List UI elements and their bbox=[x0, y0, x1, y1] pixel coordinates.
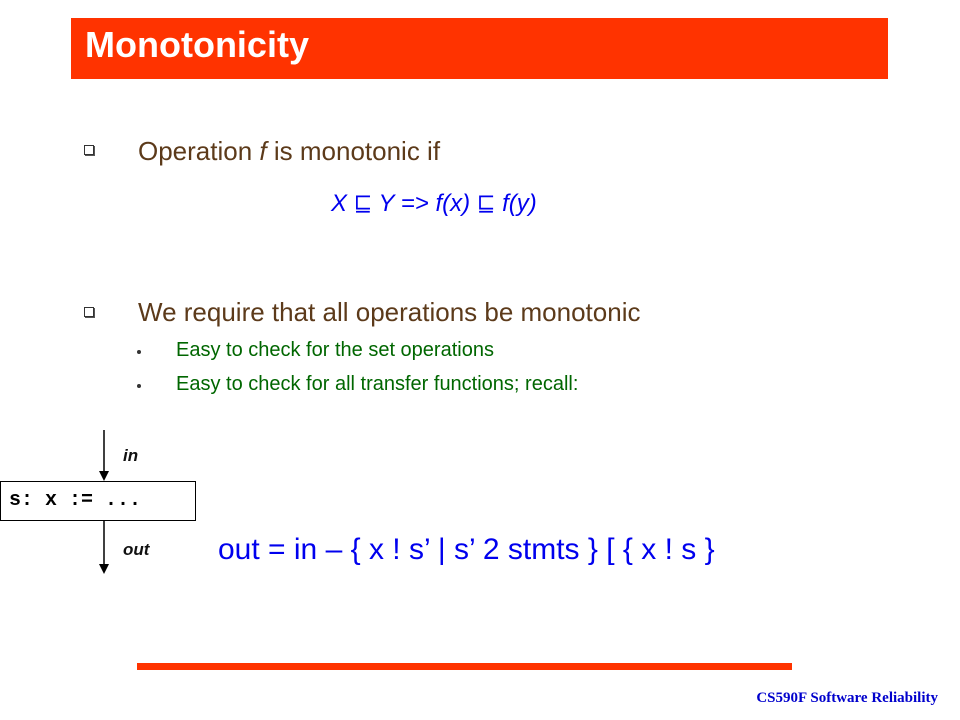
statement-text: s: x := ... bbox=[9, 489, 142, 512]
slide-title: Monotonicity bbox=[85, 24, 309, 65]
bullet-1-suffix: is monotonic if bbox=[266, 136, 441, 166]
statement-box bbox=[0, 481, 196, 521]
transfer-equation: out = in – { x ! s’ | s’ 2 stmts } [ { x ! s } bbox=[218, 533, 715, 566]
out-label: out bbox=[123, 540, 150, 559]
sub-bullet-1-text: Easy to check for the set operations bbox=[176, 339, 494, 361]
footer-course-label: CS590F Software Reliability bbox=[756, 690, 938, 706]
formula-mid: Y => f(x) bbox=[372, 190, 477, 217]
bullet-2-text: We require that all operations be monotonic bbox=[138, 297, 641, 327]
bullet-1-prefix: Operation bbox=[138, 136, 260, 166]
footer-divider bbox=[137, 663, 792, 670]
formula-left: X bbox=[331, 190, 354, 217]
in-label: in bbox=[123, 446, 139, 465]
subseteq-symbol-2: ⊑ bbox=[476, 192, 496, 217]
formula-right: f(y) bbox=[495, 190, 537, 217]
subseteq-symbol-1: ⊑ bbox=[353, 192, 373, 217]
sub-bullet-2-text: Easy to check for all transfer functions; recall: bbox=[176, 373, 579, 395]
bullet-1-italic: f bbox=[259, 136, 267, 166]
